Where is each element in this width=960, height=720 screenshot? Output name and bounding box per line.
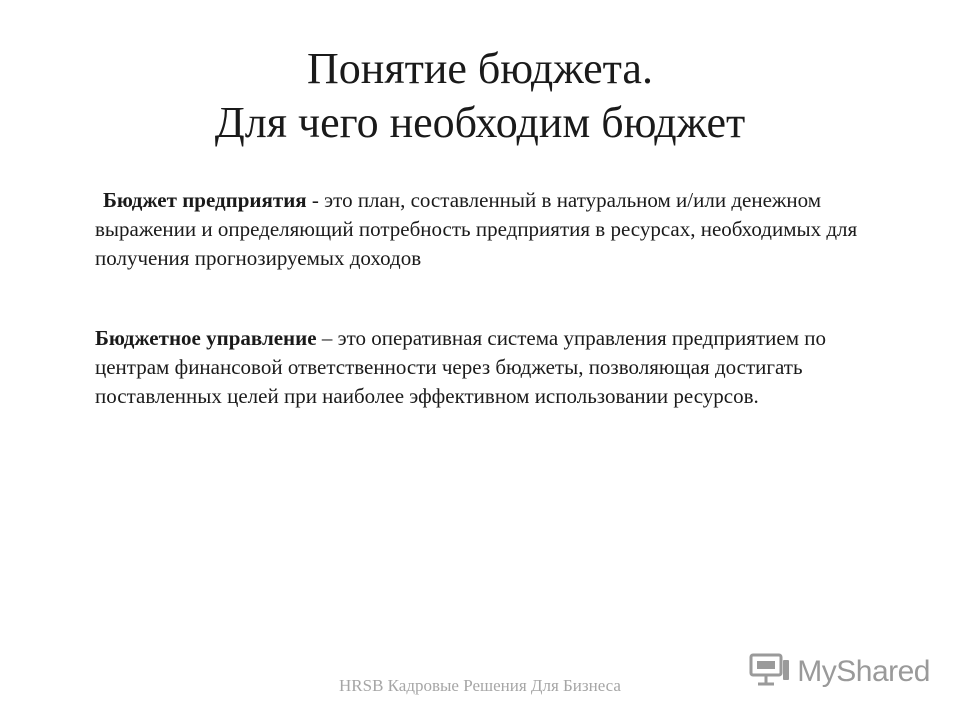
slide-title (60, 42, 900, 150)
definition-budget-management-paragraph (95, 324, 885, 411)
term-budget: Бюджет предприятия (103, 188, 307, 212)
definition-budget-text: - это план, составленный в натуральном и/или денежном выражении и определяющий потребность предприятия в ресурсах, необходимых для получения прогнозируемых доходов (95, 188, 858, 270)
slide-title-line-1: Понятие бюджета. (307, 44, 653, 93)
definition-budget-management-text: – это оперативная система управления предприятием по центрам финансовой ответственности через бюджеты, позволяющая достигать поставленных целей при наиболее эффективном использовании ресурсов. (95, 326, 826, 408)
definition-budget-paragraph (95, 186, 885, 273)
term-budget-management: Бюджетное управление (95, 326, 317, 350)
presentation-screen-icon (749, 652, 791, 693)
slide-title-line-2: Для чего необходим бюджет (214, 98, 746, 147)
myshared-logo-text: MyShared (797, 655, 930, 688)
myshared-watermark-logo (749, 652, 930, 692)
slide-footer: HRSB Кадровые Решения Для Бизнеса (339, 676, 621, 695)
